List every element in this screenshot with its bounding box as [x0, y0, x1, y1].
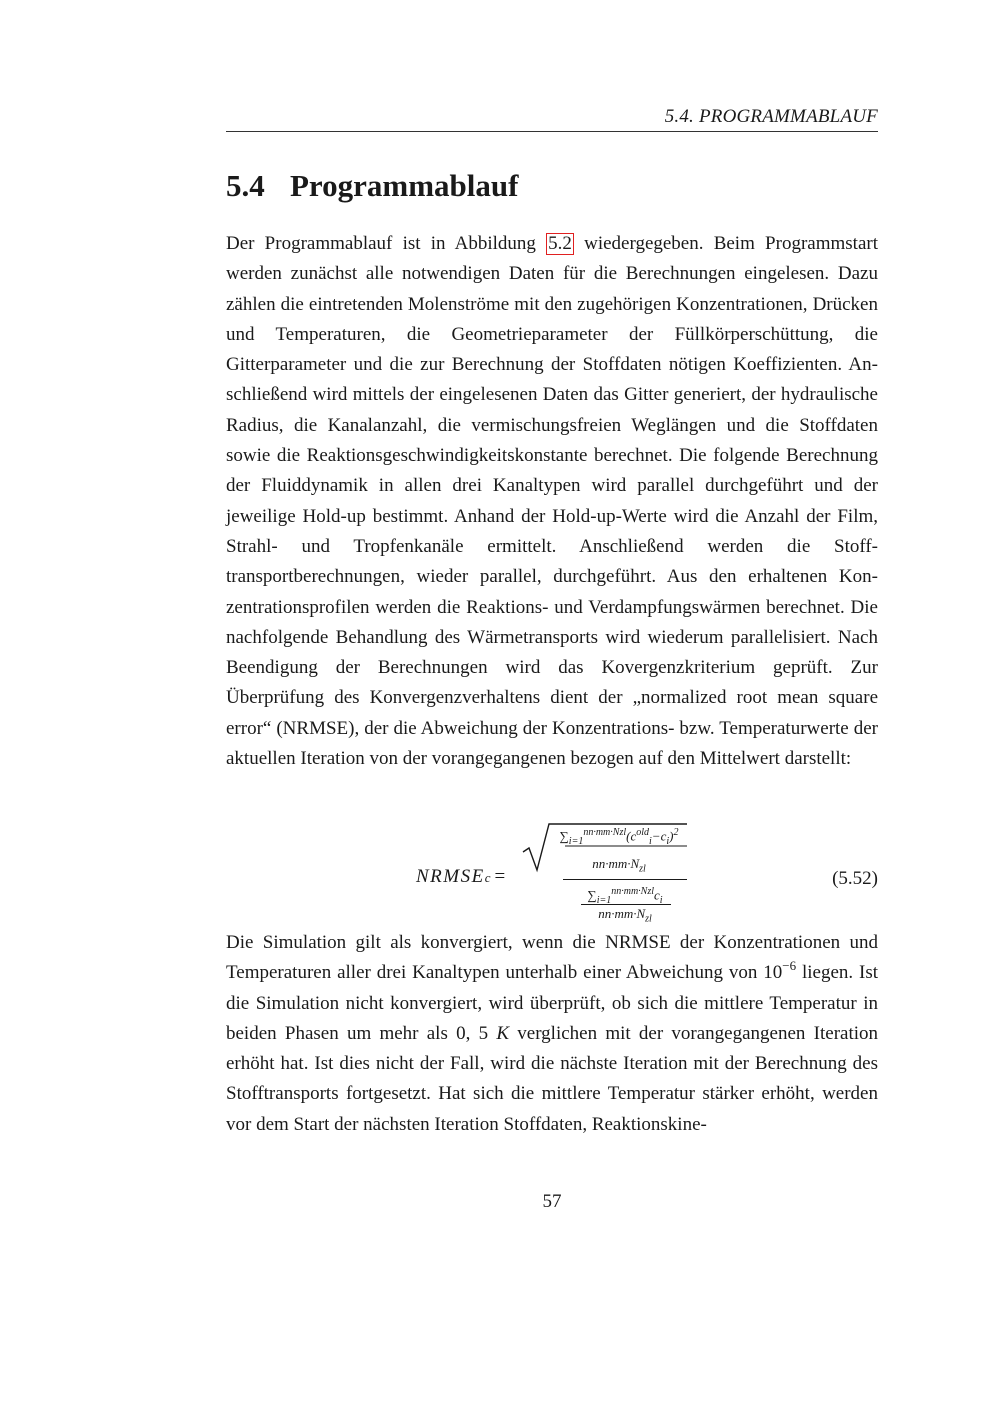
denominator-term: c: [654, 887, 660, 903]
main-fraction: [521, 822, 687, 925]
term-subscript: i: [649, 835, 652, 847]
lhs-symbol: NRMSE: [416, 866, 485, 887]
radicand-fraction-bar: [565, 844, 687, 848]
sum-upper-subscript: zl: [619, 827, 627, 838]
page-number: 57: [542, 1191, 562, 1212]
threshold-exponent: −6: [782, 958, 797, 974]
section-title: Programmablauf: [290, 168, 519, 203]
section-heading: [226, 168, 518, 204]
denominator-term-subscript: i: [659, 894, 663, 906]
denominator-fraction-bar: [581, 904, 671, 905]
body-paragraph-2: [226, 928, 878, 1140]
threshold-base: 10: [763, 962, 783, 984]
term-open: (c: [626, 828, 637, 844]
term-superscript: old: [636, 827, 650, 838]
radicand-denominator-text: nn·mm·N: [592, 856, 640, 871]
header-rule: [226, 131, 878, 132]
temperature-unit: K: [496, 1022, 510, 1044]
section-number: 5.4: [226, 168, 265, 203]
term-close: ): [669, 828, 674, 844]
equation-5-52: [226, 822, 878, 925]
denominator-sum-symbol: ∑: [587, 887, 597, 903]
sum-upper-limit: nn·mm·N: [583, 827, 620, 838]
equals-sign: =: [494, 866, 506, 887]
term-minus-subscript: i: [666, 835, 670, 847]
paragraph-1-body: wiedergegeben. Beim Programmstart werden zunächst alle notwendigen Daten für die Berechnungen eingelesen. Dazu zählen die eintretenden Molenströme mit den zugehörigen Konzentrationen, Drücken und Temperaturen, die Geometrieparameter der Füllkörperschüttung, die Gitterparameter und die zur Berechnung der Stoffdaten nötigen Koeffizienten. Anschließend wird mittels der eingelesenen Daten das Gitter generiert, der hydraulische Radius, die Kanalanzahl, die vermischungsfreien Weglängen und die Stoffdaten sowie die Reaktionsgeschwindigkeitskonstante berechnet. Die folgende Berechnung der Fluiddynamik in allen drei Kanaltypen wird parallel durchgeführt und der jeweilige Hold-up bestimmt. Anhand der Hold-up-Werte wird die Anzahl der Film, Strahl- und Tropfenkanäle ermittelt. Anschließend werden die Stofftransportberechnungen, wieder parallel, durchgeführt. Aus den erhaltenen Konzentrationsprofilen werden die Reaktions- und Verdampfungswärmen berechnet. Die nachfolgende Behandlung des Wärmetransports wird wiederum parallelisiert. Nach Beendigung der Berechnungen wird das Kovergenzkriterium geprüft. Zur Überprüfung des Konvergenzverhaltens dient der „normalized root mean square error“ (NRMSE), der die Abweichung der Konzentrations- bzw. Temperaturwerte der aktuellen Iteration von der vorangegangenen bezogen auf den Mittelwert darstellt:: [226, 233, 878, 770]
lhs-subscript: c: [484, 870, 491, 885]
denominator-sum-upper-subscript: zl: [647, 886, 655, 897]
sum-lower-limit: i=1: [568, 835, 584, 847]
denominator-sum-lower: i=1: [596, 894, 612, 906]
main-fraction-bar: [563, 879, 687, 880]
figure-reference-link[interactable]: 5.2: [548, 233, 572, 254]
paragraph-2-part-1: Die Simulation gilt als konvergiert, wenn die NRMSE der Konzentrationen und Temperaturen aller drei Kanaltypen unterhalb einer Abweichung von: [226, 932, 878, 984]
paragraph-2-part-3: verglichen mit der vorangegangenen Iteration erhöht hat. Ist dies nicht der Fall, wird die nächste Iteration mit der Berechnung des Stofftransports fortgesetzt. Hat sich die mittlere Temperatur stärker erhöht, werden vor dem Start der nächsten Iteration Stoffdaten, Reaktionskine-: [226, 1022, 879, 1135]
term-power: 2: [673, 827, 679, 838]
body-paragraph-1: [226, 229, 878, 774]
paragraph-2-part-2: liegen. Ist die Simulation nicht konvergiert, wird überprüft, ob sich die mittlere Temperatur in beiden Phasen um mehr als: [226, 962, 878, 1044]
temperature-value: 0, 5: [456, 1022, 489, 1044]
sum-symbol: ∑: [559, 828, 569, 844]
running-header: 5.4. PROGRAMMABLAUF: [664, 106, 878, 127]
denominator-count: [563, 906, 687, 928]
radicand-denominator: [551, 856, 687, 878]
paragraph-1-intro: Der Programmablauf ist in Abbildung: [226, 233, 547, 254]
equation-lhs: [416, 866, 505, 888]
equation-number: (5.52): [832, 868, 878, 889]
denominator-count-text: nn·mm·N: [598, 906, 646, 921]
denominator-sum-upper: nn·mm·N: [611, 886, 648, 897]
denominator-count-subscript: zl: [645, 913, 652, 925]
radicand-denominator-subscript: zl: [639, 863, 646, 875]
term-minus: −c: [651, 828, 667, 844]
